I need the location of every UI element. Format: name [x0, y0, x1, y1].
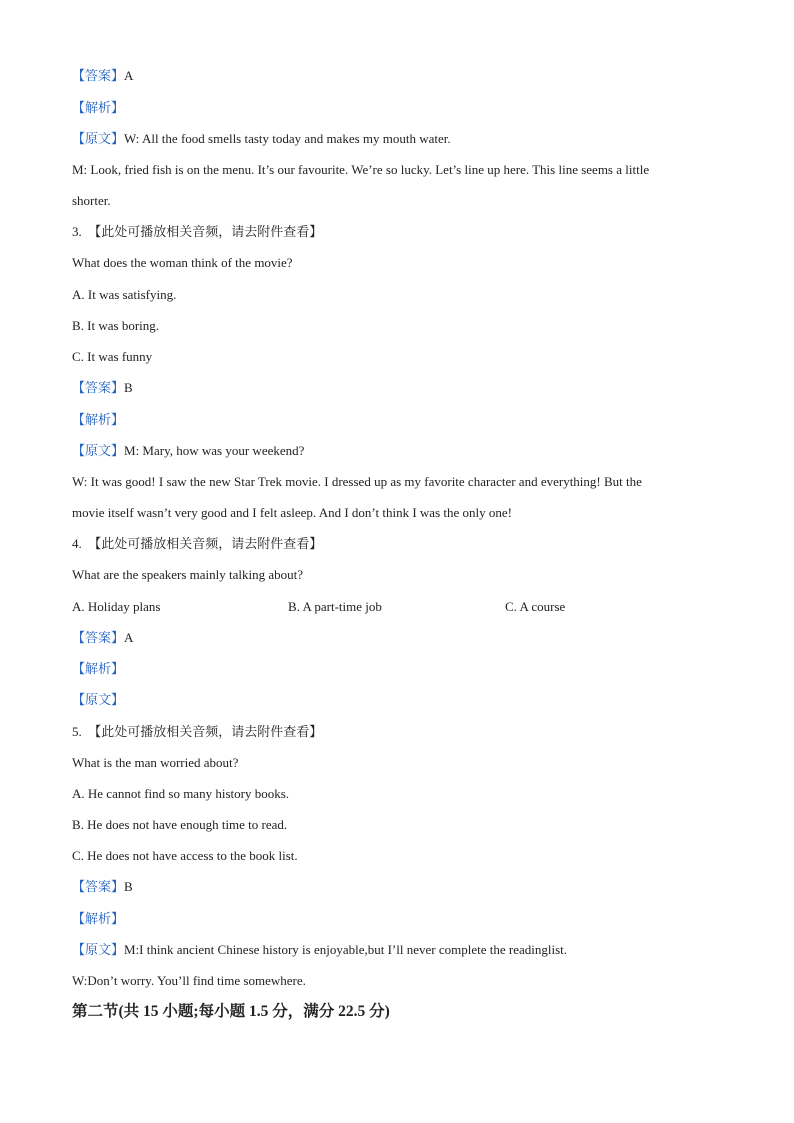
transcript-tag: 【原文】 [72, 131, 125, 146]
answer-value: B [124, 879, 133, 894]
q5-option-c: C. He does not have access to the book list. [72, 848, 298, 863]
q4-option-c: C. A course [505, 599, 566, 614]
answer-tag: 【答案】 [72, 68, 125, 83]
q5-transcript-line-2: W:Don’t worry. You’ll find time somewhere. [72, 973, 306, 988]
audio-notice: 【此处可播放相关音频，请去附件查看】 [88, 724, 323, 739]
q2-transcript-line-2: M: Look, fried fish is on the menu. It’s our favourite. We’re so lucky. Let’s line up here. This line seems a little [72, 162, 650, 177]
q3-option-a: A. It was satisfying. [72, 287, 177, 302]
transcript-tag: 【原文】 [72, 443, 125, 458]
q2-analysis [72, 100, 124, 116]
question-number: 4. [72, 536, 82, 551]
q5-answer [72, 879, 133, 895]
analysis-tag: 【解析】 [72, 661, 125, 676]
q3-transcript-line-3: movie itself wasn’t very good and I felt asleep. And I don’t think I was the only one! [72, 505, 512, 520]
q5-analysis [72, 911, 124, 927]
answer-tag: 【答案】 [72, 380, 125, 395]
q2-answer [72, 68, 133, 84]
transcript-tag: 【原文】 [72, 942, 125, 957]
audio-notice: 【此处可播放相关音频，请去附件查看】 [88, 536, 323, 551]
q4-question: What are the speakers mainly talking about? [72, 567, 304, 582]
q5-transcript [72, 942, 567, 958]
section-title: 第二节(共 15 小题;每小题 1.5 分，满分 22.5 分) [72, 1003, 390, 1020]
q3-header [72, 224, 322, 240]
q4-transcript [72, 692, 124, 708]
q5-header [72, 724, 322, 740]
q3-answer [72, 380, 133, 396]
question-number: 5. [72, 724, 82, 739]
q4-answer [72, 630, 133, 646]
transcript-text: M: Mary, how was your weekend? [124, 443, 305, 458]
q4-analysis [72, 661, 124, 677]
q4-header [72, 536, 322, 552]
question-number: 3. [72, 224, 82, 239]
q4-option-b: B. A part-time job [288, 599, 382, 614]
analysis-tag: 【解析】 [72, 911, 125, 926]
q4-option-a: A. Holiday plans [72, 599, 161, 614]
q2-transcript-line-3: shorter. [72, 193, 111, 208]
q3-option-c: C. It was funny [72, 349, 153, 364]
audio-notice: 【此处可播放相关音频，请去附件查看】 [88, 224, 323, 239]
transcript-text: W: All the food smells tasty today and makes my mouth water. [124, 131, 451, 146]
transcript-text: M:I think ancient Chinese history is enjoyable,but I’ll never complete the readinglist. [124, 942, 567, 957]
q3-analysis [72, 412, 124, 428]
analysis-tag: 【解析】 [72, 412, 125, 427]
q3-transcript-line-2: W: It was good! I saw the new Star Trek movie. I dressed up as my favorite character and everything! But the [72, 474, 642, 489]
answer-value: A [124, 630, 134, 645]
answer-value: A [124, 68, 134, 83]
q3-option-b: B. It was boring. [72, 318, 160, 333]
q5-option-a: A. He cannot find so many history books. [72, 786, 290, 801]
q5-option-b: B. He does not have enough time to read. [72, 817, 288, 832]
q3-transcript [72, 443, 304, 459]
q5-question: What is the man worried about? [72, 755, 239, 770]
answer-value: B [124, 380, 133, 395]
answer-tag: 【答案】 [72, 630, 125, 645]
transcript-tag: 【原文】 [72, 692, 125, 707]
answer-tag: 【答案】 [72, 879, 125, 894]
q3-question: What does the woman think of the movie? [72, 255, 293, 270]
q2-transcript [72, 131, 451, 147]
analysis-tag: 【解析】 [72, 100, 125, 115]
